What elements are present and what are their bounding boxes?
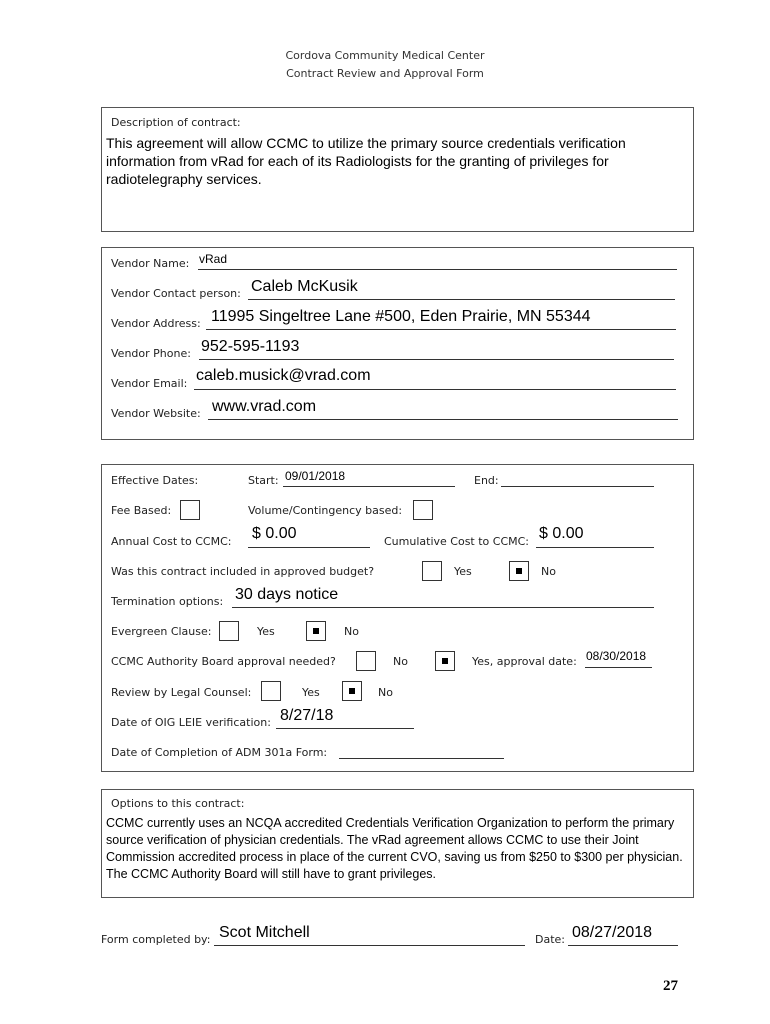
- vendor-section: [101, 247, 694, 440]
- adm-completion-label: Date of Completion of ADM 301a Form:: [111, 746, 328, 759]
- vendor-website-field[interactable]: www.vrad.com: [212, 398, 317, 415]
- vendor-name-field[interactable]: vRad: [199, 252, 228, 266]
- vendor-name-label: Vendor Name:: [111, 257, 190, 270]
- vendor-email-label: Vendor Email:: [111, 377, 188, 390]
- legal-review-label: Review by Legal Counsel:: [111, 686, 252, 699]
- end-label: End:: [474, 474, 499, 487]
- board-approval-date-field[interactable]: 08/30/2018: [586, 649, 647, 663]
- oig-date-field[interactable]: 8/27/18: [280, 707, 334, 724]
- fee-based-checkbox[interactable]: [180, 500, 200, 520]
- cumulative-cost-label: Cumulative Cost to CCMC:: [384, 535, 530, 548]
- options-text[interactable]: CCMC currently uses an NCQA accredited Credentials Verification Organization to perform the primary source verification of physician credentials. The vRad agreement allows CCMC to use their Joint Commission accredited process in place of the current CVO, saving us from $250 to $300 per physician. The CCMC Authority Board will still have to grant privileges.: [106, 816, 683, 881]
- completion-date-field[interactable]: 08/27/2018: [572, 924, 653, 941]
- evergreen-yes-label: Yes: [257, 625, 275, 638]
- description-text[interactable]: This agreement will allow CCMC to utilize the primary source credentials verification information from vRad for each of its Radiologists for the granting of privileges for radiotelegraphy services.: [106, 135, 626, 187]
- budget-question-label: Was this contract included in approved budget?: [111, 565, 375, 578]
- vendor-contact-field[interactable]: Caleb McKusik: [251, 278, 358, 295]
- vendor-phone-label: Vendor Phone:: [111, 347, 191, 360]
- description-section: [101, 107, 694, 232]
- legal-yes-label: Yes: [302, 686, 320, 699]
- board-yes-label: Yes, approval date:: [472, 655, 577, 668]
- completion-date-label: Date:: [535, 933, 565, 946]
- completed-by-field[interactable]: Scot Mitchell: [219, 924, 310, 941]
- evergreen-label: Evergreen Clause:: [111, 625, 212, 638]
- description-label: Description of contract:: [111, 116, 241, 129]
- vendor-website-label: Vendor Website:: [111, 407, 201, 420]
- termination-label: Termination options:: [111, 595, 224, 608]
- contract-terms-section: [101, 464, 694, 772]
- annual-cost-label: Annual Cost to CCMC:: [111, 535, 232, 548]
- annual-cost-field[interactable]: $ 0.00: [252, 525, 297, 542]
- org-name: Cordova Community Medical Center: [285, 49, 485, 62]
- budget-yes-checkbox[interactable]: [422, 561, 442, 581]
- oig-verification-label: Date of OIG LEIE verification:: [111, 716, 271, 729]
- evergreen-yes-checkbox[interactable]: [219, 621, 239, 641]
- volume-based-checkbox[interactable]: [413, 500, 433, 520]
- form-title: Contract Review and Approval Form: [286, 67, 484, 80]
- fee-based-label: Fee Based:: [111, 504, 172, 517]
- legal-yes-checkbox[interactable]: [261, 681, 281, 701]
- volume-based-label: Volume/Contingency based:: [248, 504, 403, 517]
- board-yes-checkbox[interactable]: [435, 651, 455, 671]
- vendor-address-field[interactable]: 11995 Singeltree Lane #500, Eden Prairie, MN 55344: [211, 308, 591, 325]
- vendor-address-label: Vendor Address:: [111, 317, 201, 330]
- completed-by-label: Form completed by:: [101, 933, 211, 946]
- board-approval-label: CCMC Authority Board approval needed?: [111, 655, 336, 668]
- options-section: [101, 789, 694, 898]
- board-no-label: No: [393, 655, 408, 668]
- vendor-phone-field[interactable]: 952-595-1193: [201, 338, 300, 355]
- board-no-checkbox[interactable]: [356, 651, 376, 671]
- start-label: Start:: [248, 474, 279, 487]
- start-date-field[interactable]: 09/01/2018: [285, 469, 346, 483]
- termination-field[interactable]: 30 days notice: [235, 586, 339, 603]
- budget-no-checkbox[interactable]: [509, 561, 529, 581]
- options-label: Options to this contract:: [111, 797, 245, 810]
- budget-yes-label: Yes: [454, 565, 472, 578]
- legal-no-label: No: [378, 686, 393, 699]
- vendor-contact-label: Vendor Contact person:: [111, 287, 241, 300]
- evergreen-no-label: No: [344, 625, 359, 638]
- page-number: 27: [663, 978, 678, 994]
- effective-dates-label: Effective Dates:: [111, 474, 199, 487]
- vendor-email-field[interactable]: caleb.musick@vrad.com: [196, 367, 371, 384]
- budget-no-label: No: [541, 565, 556, 578]
- cumulative-cost-field[interactable]: $ 0.00: [539, 525, 584, 542]
- evergreen-no-checkbox[interactable]: [306, 621, 326, 641]
- legal-no-checkbox[interactable]: [342, 681, 362, 701]
